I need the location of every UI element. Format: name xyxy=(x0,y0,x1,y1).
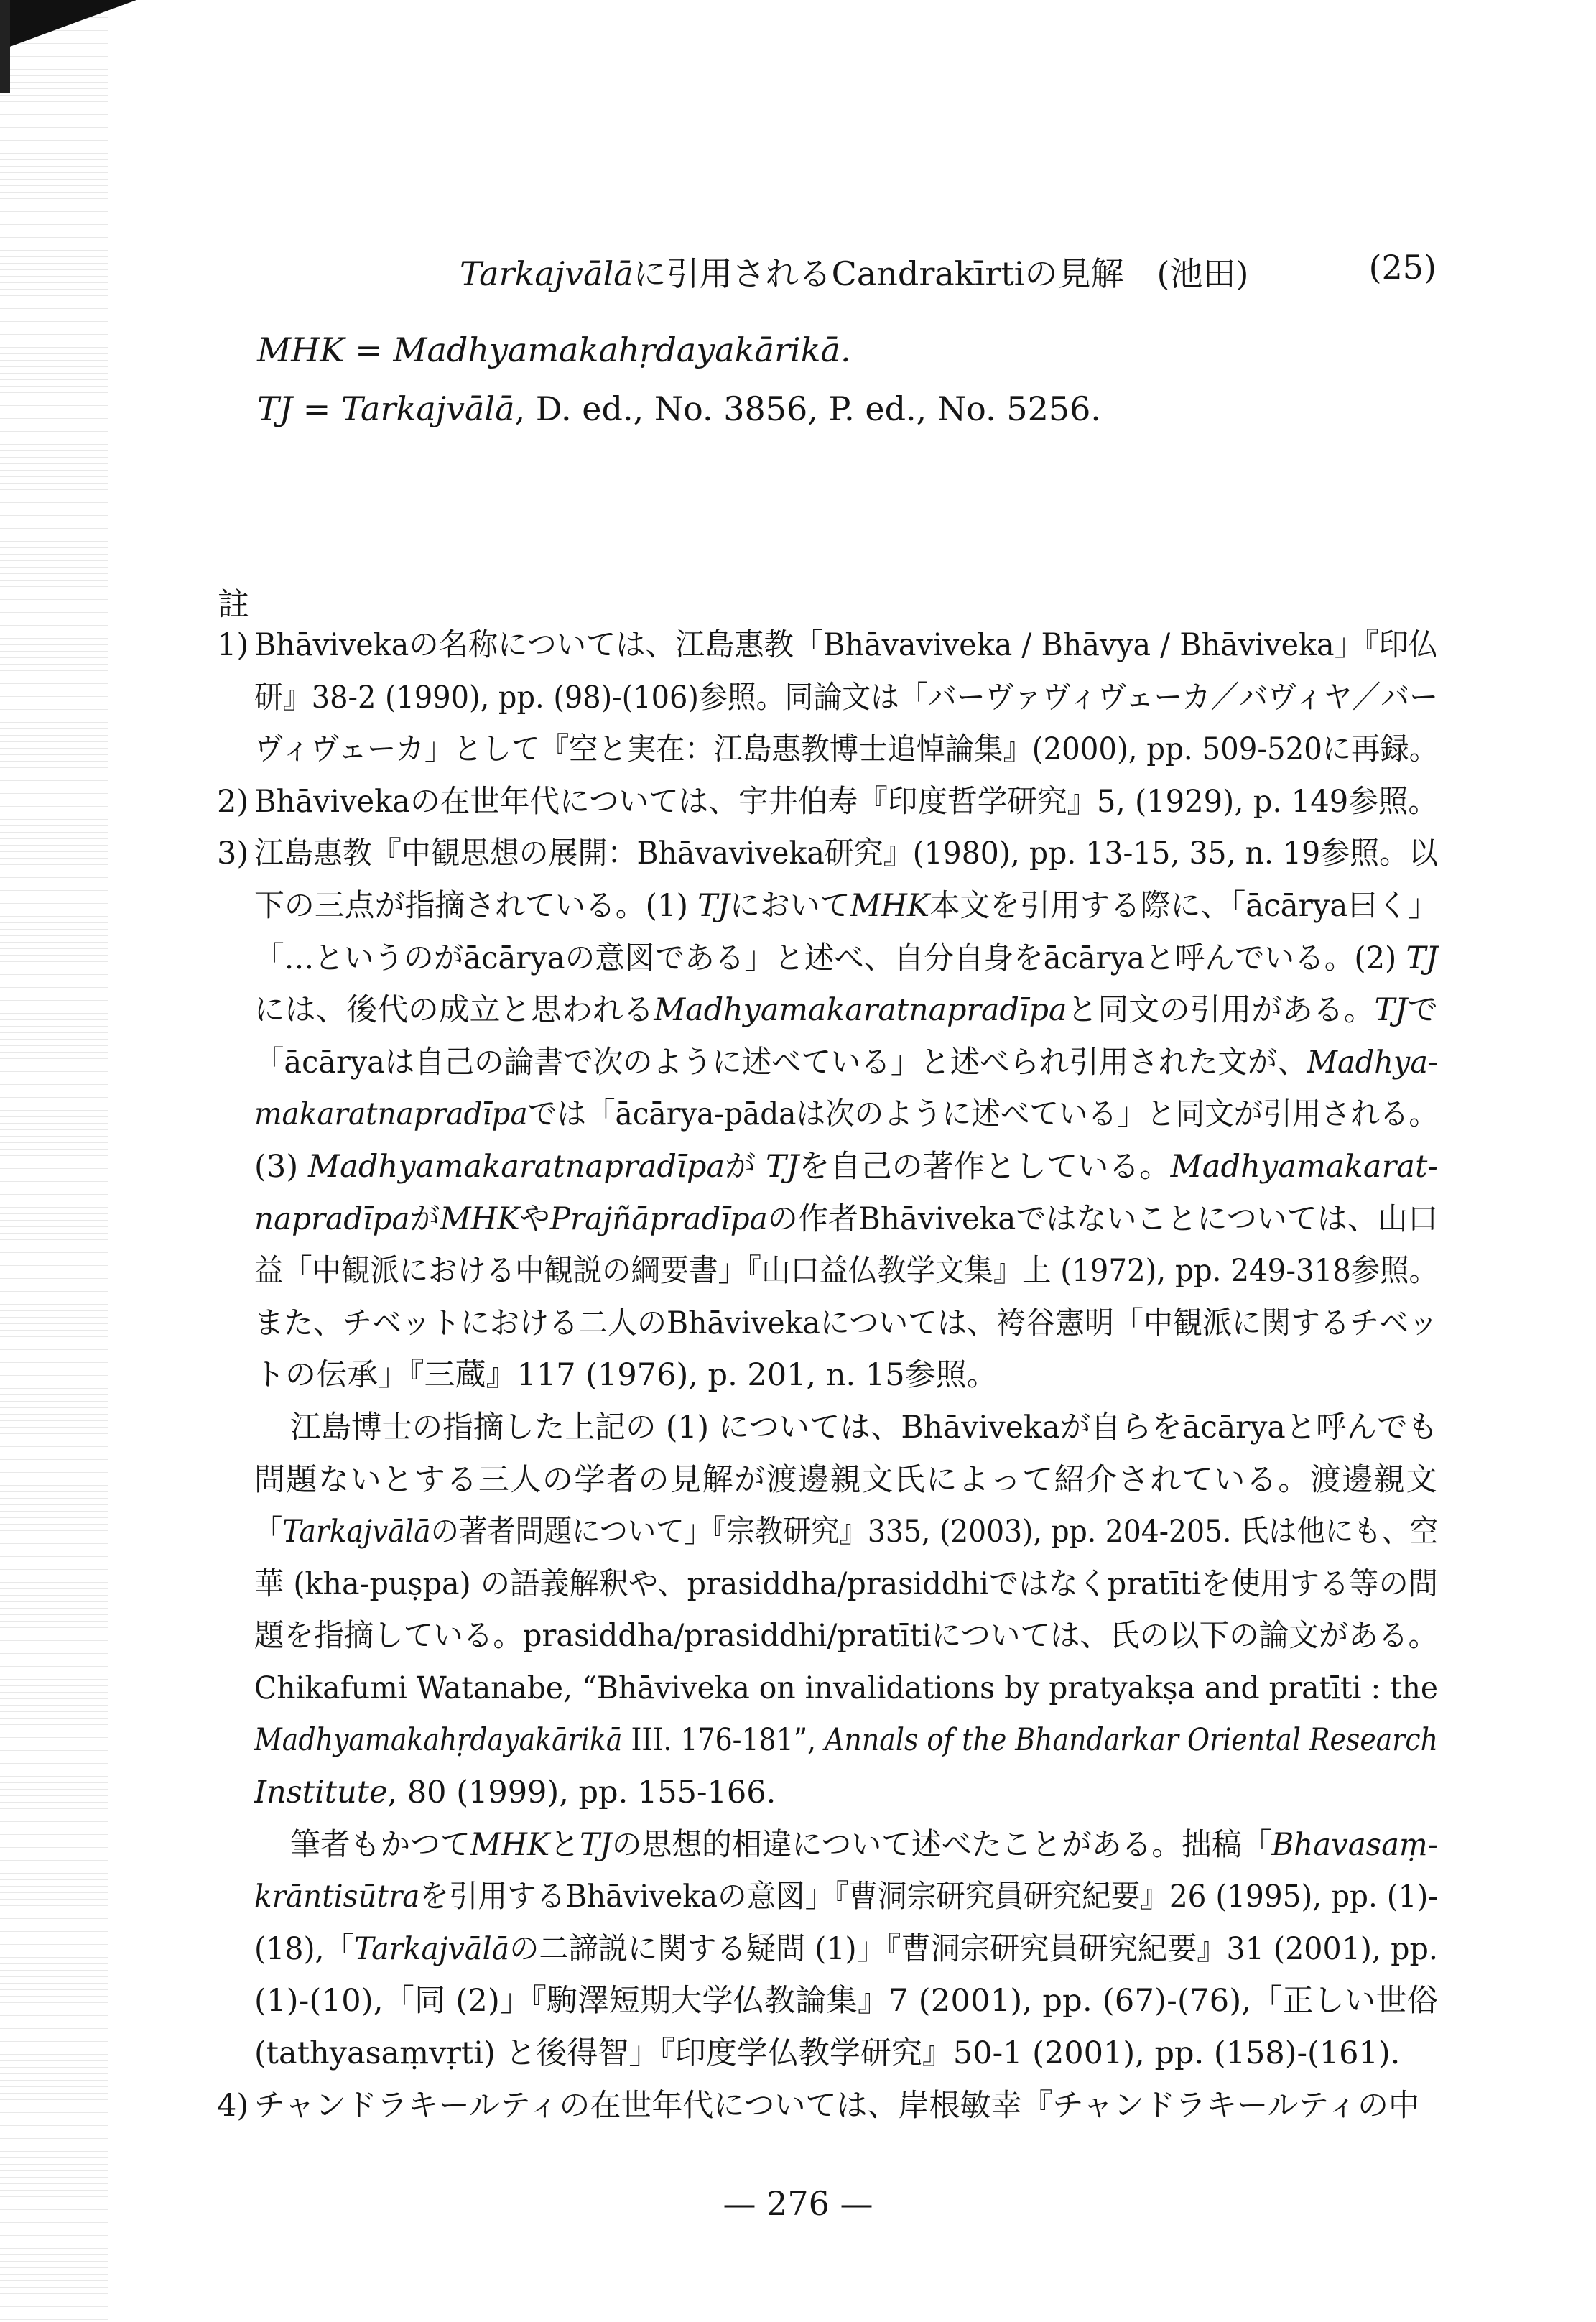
note-number: 3) xyxy=(217,836,249,872)
note-line xyxy=(254,933,1438,985)
note-line xyxy=(254,984,1438,1037)
italic-text: MHK xyxy=(257,330,345,369)
note-line xyxy=(254,1141,1438,1193)
text-segment: , 80 (1999), pp. 155-166. xyxy=(387,1775,776,1811)
text-segment: の作者Bhāvivekaではないことについては、山口 xyxy=(767,1201,1438,1237)
page-number: — 276 — xyxy=(723,2184,873,2223)
text-segment: で xyxy=(1407,992,1438,1029)
italic-text: Annals of the Bhandarkar Oriental Research xyxy=(825,1722,1438,1759)
line-text xyxy=(254,1662,1438,1715)
italic-text: MHK xyxy=(850,887,930,924)
text-segment: や xyxy=(519,1201,550,1237)
note-line xyxy=(254,1975,1438,2027)
text-segment: が xyxy=(725,1148,766,1185)
line-text xyxy=(254,1193,1438,1246)
text-segment: と xyxy=(549,1826,580,1863)
text-segment: 江島惠教『中観思想の展開：Bhāvaviveka研究』(1980), pp. 13-15, 35, n. 19参照。以 xyxy=(254,836,1438,872)
line-text xyxy=(254,723,1438,776)
text-segment: = xyxy=(292,389,341,428)
italic-text: Bhavasaṃ- xyxy=(1271,1826,1438,1863)
italic-text: Prajñāpradīpa xyxy=(549,1201,768,1237)
note-line xyxy=(254,880,1438,933)
note-line xyxy=(254,1714,1438,1767)
abbreviation-tj xyxy=(257,389,1101,428)
text-segment: ヴィヴェーカ」として『空と実在：江島惠教博士追悼論集』(2000), pp. 509-520に再録。 xyxy=(254,731,1438,768)
text-segment: 「…というのがācāryaの意図である」と述べ、自分自身をācāryaと呼んでいる。(2) xyxy=(254,940,1406,976)
italic-text: Tarkajvālā xyxy=(460,254,634,293)
text-segment: 研』38-2 (1990), pp. (98)-(106)参照。同論文は「バーヴァヴィヴェーカ／バヴィヤ／バー xyxy=(254,679,1438,716)
text-segment: (3) xyxy=(254,1148,309,1185)
text-segment: Chikafumi Watanabe, “Bhāviveka on invalidations by pratyakṣa and pratīti : the xyxy=(254,1670,1438,1706)
italic-text: Institute xyxy=(254,1775,388,1811)
note-number: 1) xyxy=(217,627,249,663)
line-text xyxy=(254,1767,776,1819)
italic-text: Madhya- xyxy=(1307,1044,1438,1081)
line-text xyxy=(254,1298,1438,1350)
note-start-line xyxy=(217,828,1438,880)
italic-text: Tarkajvālā xyxy=(340,389,515,428)
note-line xyxy=(254,1037,1438,1089)
note-line xyxy=(254,723,1438,776)
text-segment: には、後代の成立と思われる xyxy=(254,992,654,1029)
text-segment: では「ācārya-pādaは次のように述べている」と同文が引用される。 xyxy=(527,1096,1438,1133)
note-line xyxy=(254,1871,1438,1923)
note-line xyxy=(254,1245,1438,1298)
text-segment: の二諦説に関する疑問 (1)」『曹洞宗研究員研究紀要』31 (2001), pp. xyxy=(509,1930,1438,1967)
text-segment: Bhāvivekaの在世年代については、宇井伯寿『印度哲学研究』5, (1929), p. 149参照。 xyxy=(254,783,1438,820)
line-text xyxy=(254,1871,1438,1923)
text-segment: 題を指摘している。prasiddha/prasiddhi/pratītiについては、氏の以下の論文がある。 xyxy=(254,1618,1438,1655)
note-start-line xyxy=(217,619,1438,672)
note-line xyxy=(254,1923,1438,1976)
note-line xyxy=(254,1349,1438,1402)
note-line xyxy=(254,1088,1438,1141)
line-text xyxy=(254,1975,1438,2027)
abbreviation-mhk xyxy=(257,330,851,369)
note-line xyxy=(254,672,1438,724)
note-line xyxy=(254,2027,1438,2080)
line-text xyxy=(254,2080,1419,2132)
italic-text: TJ xyxy=(766,1148,799,1185)
text-segment: を引用するBhāvivekaの意図」『曹洞宗研究員研究紀要』26 (1995), pp. (1)- xyxy=(419,1879,1438,1915)
line-text xyxy=(254,672,1438,724)
line-text xyxy=(254,776,1438,828)
line-text xyxy=(254,1349,998,1402)
text-segment: において xyxy=(730,887,850,924)
line-text xyxy=(254,1454,1438,1507)
line-text xyxy=(254,2027,1400,2080)
note-number: 4) xyxy=(217,2087,249,2124)
text-segment: 本文を引用する際に、「ācārya曰く」 xyxy=(929,887,1438,924)
italic-text: TJ xyxy=(580,1826,612,1863)
note-line xyxy=(254,1558,1438,1611)
line-text xyxy=(254,828,1438,880)
line-text xyxy=(254,1610,1438,1662)
text-segment: 筆者もかつて xyxy=(290,1826,470,1863)
italic-text: Madhyamakaratnapradīpa xyxy=(654,992,1067,1029)
text-segment: の思想的相違について述べたことがある。拙稿「 xyxy=(611,1826,1272,1863)
scan-corner-shadow xyxy=(0,0,136,50)
text-segment: (tathyasaṃvṛti) と後得智」『印度学仏教学研究』50-1 (2001), pp. (158)-(161). xyxy=(254,2035,1401,2072)
line-text xyxy=(290,1819,1438,1872)
text-segment: 「 xyxy=(254,1514,283,1550)
scan-corner-shadow-edge xyxy=(0,0,10,93)
line-text xyxy=(290,1402,1438,1454)
text-segment: 華 (kha-puṣpa) の語義解釈や、prasiddha/prasiddhiではなくpratītiを使用する等の問 xyxy=(254,1565,1438,1602)
line-text xyxy=(254,880,1438,933)
note-line xyxy=(254,1610,1438,1662)
notes-heading: 註 xyxy=(218,586,249,623)
note-line xyxy=(254,1767,1438,1819)
italic-text: Madhyamakaratnapradīpa xyxy=(308,1148,725,1185)
line-text xyxy=(254,1141,1438,1193)
text-segment: チャンドラキールティの在世年代については、岸根敏幸『チャンドラキールティの中 xyxy=(254,2087,1419,2124)
line-text xyxy=(254,933,1438,985)
line-text xyxy=(254,1558,1438,1611)
text-segment: が xyxy=(409,1201,440,1237)
italic-text: TJ xyxy=(257,389,293,428)
text-segment: トの伝承」『三蔵』117 (1976), p. 201, n. 15参照。 xyxy=(254,1357,998,1394)
text-segment: III. 176-181”, xyxy=(622,1722,825,1759)
line-text xyxy=(254,1037,1438,1089)
note-line xyxy=(254,1402,1438,1454)
italic-text: Tarkajvālā xyxy=(282,1514,431,1550)
text-segment: 下の三点が指摘されている。(1) xyxy=(254,887,698,924)
text-segment: 江島博士の指摘した上記の (1) については、Bhāvivekaが自らをācāryaと呼んでも xyxy=(290,1409,1438,1446)
text-segment: , D. ed., No. 3856, P. ed., No. 5256. xyxy=(514,389,1101,428)
italic-text: MHK xyxy=(440,1201,520,1237)
text-segment: また、チベットにおける二人のBhāvivekaについては、袴谷憲明「中観派に関するチベッ xyxy=(254,1305,1438,1341)
italic-text: Tarkajvālā xyxy=(353,1930,510,1967)
italic-text: TJ xyxy=(697,887,730,924)
note-line xyxy=(254,1298,1438,1350)
line-text xyxy=(254,619,1438,672)
scan-edge-noise xyxy=(0,0,108,2322)
header-page-number: (25) xyxy=(1368,248,1437,287)
note-start-line xyxy=(217,2080,1438,2132)
text-segment: の著者問題について」『宗教研究』335, (2003), pp. 204-205. 氏は他にも、空 xyxy=(430,1514,1438,1550)
text-segment: に引用されるCandrakīrtiの見解 (池田) xyxy=(633,254,1249,293)
italic-text: Madhyamakarat- xyxy=(1170,1148,1439,1185)
note-line xyxy=(254,1662,1438,1715)
line-text xyxy=(254,1923,1438,1976)
note-line xyxy=(254,1193,1438,1246)
line-text xyxy=(254,1714,1438,1767)
italic-text: krāntisūtra xyxy=(254,1879,420,1915)
text-segment: と同文の引用がある。 xyxy=(1067,992,1375,1029)
text-segment: 益「中観派における中観説の綱要書」『山口益仏教学文集』上 (1972), pp. 249-318参照。 xyxy=(254,1253,1438,1290)
italic-text: napradīpa xyxy=(254,1201,410,1237)
text-segment: Bhāvivekaの名称については、江島惠教「Bhāvaviveka / Bhāvya / Bhāviveka」『印仏 xyxy=(254,627,1438,663)
italic-text: TJ xyxy=(1374,992,1408,1029)
italic-text: Madhyamakahṛdayakārikā. xyxy=(393,330,851,369)
line-text xyxy=(254,984,1438,1037)
text-segment: (18),「 xyxy=(254,1930,354,1967)
note-line xyxy=(254,1506,1438,1558)
note-number: 2) xyxy=(217,783,249,820)
italic-text: TJ xyxy=(1406,940,1438,976)
text-segment: 問題ないとする三人の学者の見解が渡邊親文氏によって紹介されている。渡邊親文 xyxy=(254,1461,1438,1498)
notes-body xyxy=(217,619,1439,2132)
text-segment: (1)-(10),「同 (2)」『駒澤短期大学仏教論集』7 (2001), pp. (67)-(76),「正しい世俗 xyxy=(254,1983,1438,2020)
italic-text: MHK xyxy=(470,1826,550,1863)
line-text xyxy=(254,1506,1438,1558)
text-segment: を自己の著作としている。 xyxy=(799,1148,1171,1185)
note-start-line xyxy=(217,776,1438,828)
italic-text: makaratnapradīpa xyxy=(254,1096,528,1133)
italic-text: Madhyamakahṛdayakārikā xyxy=(254,1722,623,1759)
text-segment: = xyxy=(344,330,394,369)
note-line xyxy=(254,1454,1438,1507)
note-line xyxy=(254,1819,1438,1872)
running-title xyxy=(460,248,1248,295)
line-text xyxy=(254,1245,1438,1298)
line-text xyxy=(254,1088,1438,1141)
text-segment: 「ācāryaは自己の論書で次のように述べている」と述べられ引用された文が、 xyxy=(254,1044,1307,1081)
